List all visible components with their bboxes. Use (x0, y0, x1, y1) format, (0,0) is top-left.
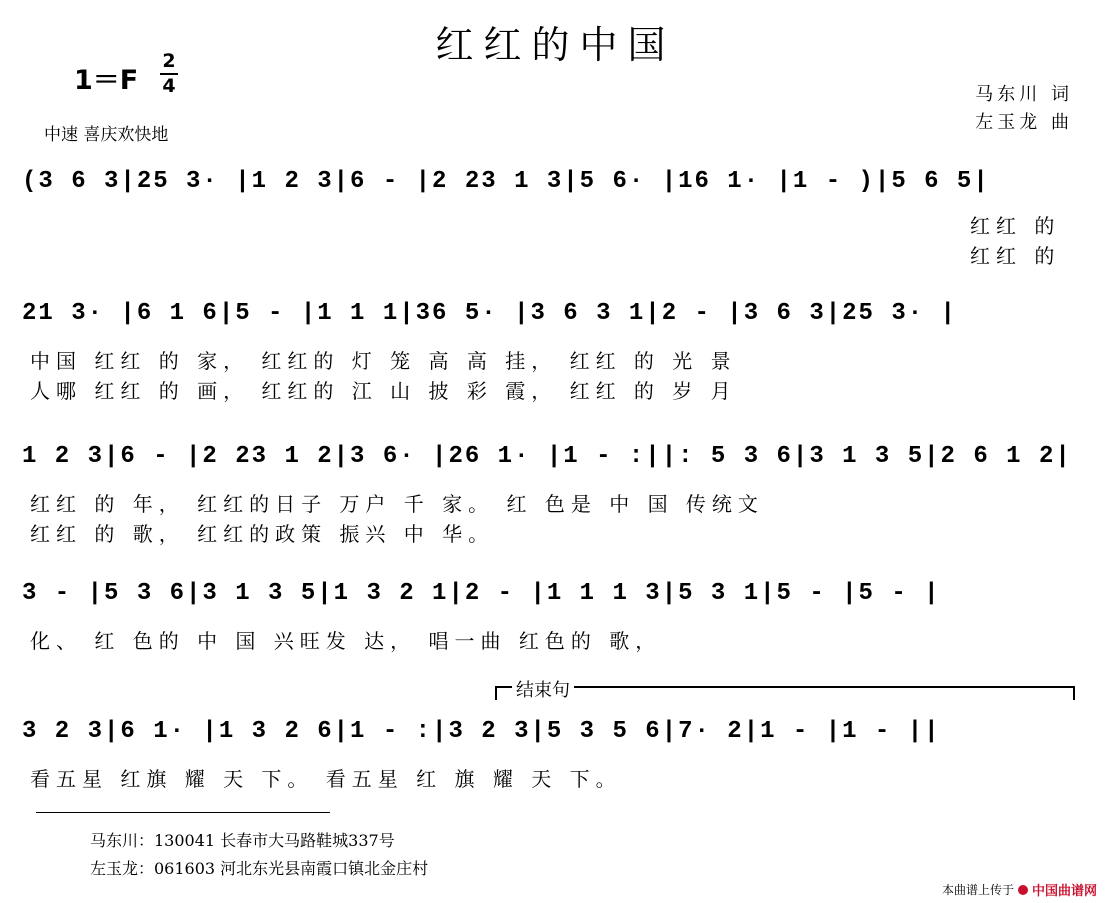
lyric-line-1-verse-2: 红红 的 (970, 244, 1061, 268)
score-line-5: 3 2 3|6 1· |1 3 2 6|1 - :|3 2 3|5 3 5 6|7· 2|1 - |1 - || (22, 718, 941, 745)
footer-prefix: 本曲谱上传于 (941, 883, 1014, 897)
page-title: 红红的中国 (435, 23, 676, 67)
upload-footer (942, 880, 1097, 899)
ending-label: 结束句 (512, 676, 574, 702)
lyricist-credit: 马东川 词 (975, 84, 1073, 105)
lyric-line-2-verse-2: 人哪 红红 的 画， 红红的 江 山 披 彩 霞， 红红 的 岁 月 (30, 379, 737, 403)
ending-bracket-end (1073, 686, 1075, 700)
lyric-line-2-verse-1: 中国 红红 的 家， 红红的 灯 笼 高 高 挂， 红红 的 光 景 (30, 349, 737, 373)
lyric-line-3-verse-1: 红红 的 年， 红红的日子 万户 千 家。 红 色是 中 国 传统文 (30, 492, 764, 516)
site-logo-icon (1018, 885, 1028, 895)
site-name-link[interactable]: 中国曲谱网 (1031, 884, 1097, 899)
score-line-2: 21 3· |6 1 6|5 - |1 1 1|36 5· |3 6 3 1|2 - |3 6 3|25 3· | (22, 300, 957, 327)
ending-bracket-line (495, 686, 1075, 688)
meter-top: 2 (162, 50, 176, 72)
score-line-4: 3 - |5 3 6|3 1 3 5|1 3 2 1|2 - |1 1 1 3|5 3 1|5 - |5 - | (22, 580, 941, 607)
time-signature (160, 52, 178, 96)
lyric-line-4: 化、 红 色的 中 国 兴旺发 达， 唱一曲 红色的 歌， (30, 629, 662, 653)
lyric-line-3-verse-2: 红红 的 歌， 红红的政策 振兴 中 华。 (30, 522, 495, 546)
lyric-line-1-verse-1: 红红 的 (970, 214, 1061, 238)
lyric-line-5: 看五星 红旗 耀 天 下。 看五星 红 旗 耀 天 下。 (30, 767, 622, 791)
ending-bracket-start (495, 686, 497, 700)
score-line-1: (3 6 3|25 3· |1 2 3|6 - |2 23 1 3|5 6· |16 1· |1 - )|5 6 5| (22, 168, 990, 195)
composer-credit: 左玉龙 曲 (975, 112, 1073, 133)
address-composer: 左玉龙：061603 河北东光县南霞口镇北金庄村 (90, 859, 429, 878)
footnote-divider (36, 812, 330, 813)
score-line-3: 1 2 3|6 - |2 23 1 2|3 6· |26 1· |1 - :||: 5 3 6|3 1 3 5|2 6 1 2| (22, 443, 1072, 470)
address-lyricist: 马东川：130041 长春市大马路鞋城337号 (90, 831, 395, 850)
key-signature: 1＝F (74, 65, 139, 96)
meter-bottom: 4 (162, 75, 176, 97)
tempo-marking: 中速 喜庆欢快地 (44, 125, 169, 145)
